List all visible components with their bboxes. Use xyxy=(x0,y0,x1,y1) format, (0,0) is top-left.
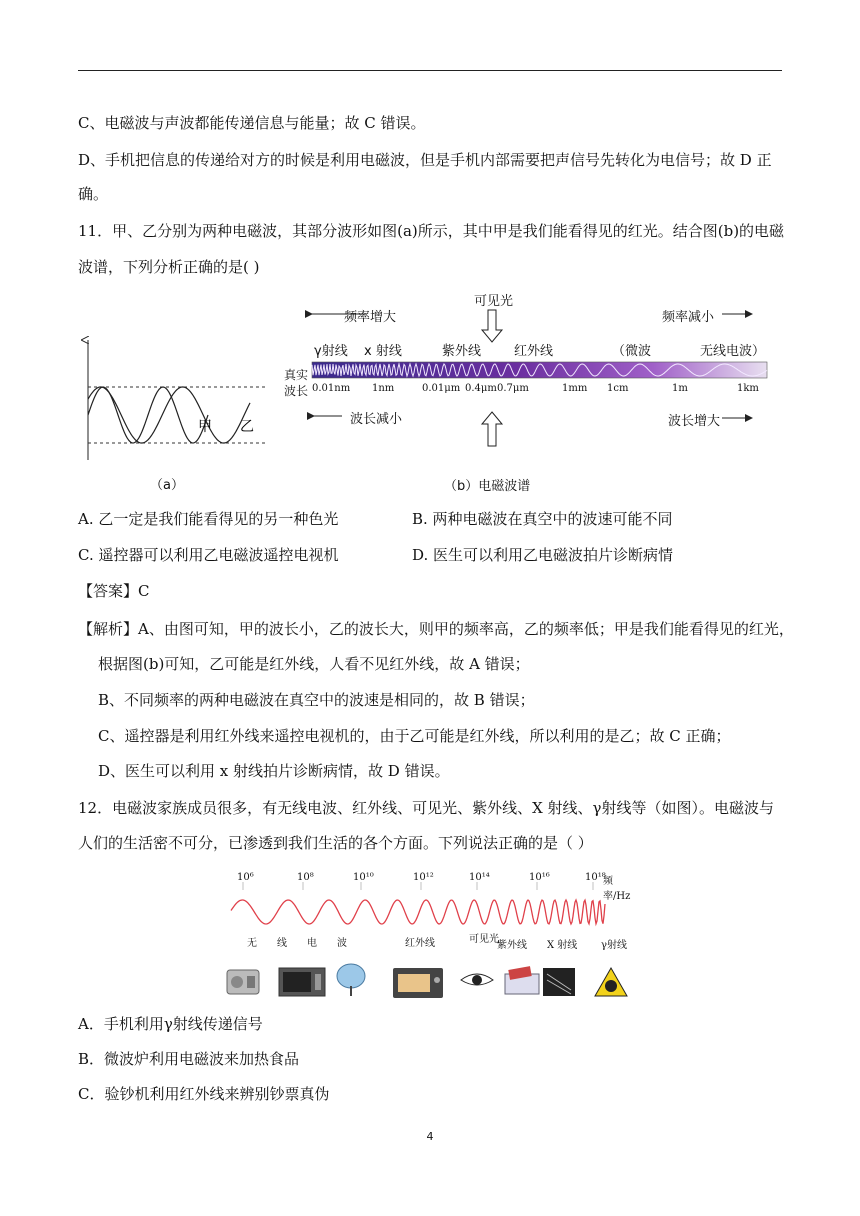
text-line: D、手机把信息的传递给对方的时候是利用电磁波，但是手机内部需要把声信号先转化为电信号；故 D 正 xyxy=(78,151,772,169)
band-label: 可见光 xyxy=(469,934,499,945)
freq-label: 10¹⁴ xyxy=(469,872,490,883)
band-label: X 射线 xyxy=(547,940,578,951)
band-ir: 红外线 xyxy=(514,344,554,359)
analysis-line: 【解析】A、由图可知，甲的波长小，乙的波长大，则甲的频率高，乙的频率低；甲是我们能看得见的红光， xyxy=(78,620,794,638)
option-a: A. 乙一定是我们能看得见的另一种色光 xyxy=(78,510,339,528)
label-jia: 甲 xyxy=(198,419,212,435)
freq-increase-label: 频率增大 xyxy=(344,310,397,325)
band-label: 紫外线 xyxy=(497,940,527,951)
band-xray: x 射线 xyxy=(364,344,402,359)
banknote-detector-icon xyxy=(505,966,539,994)
band-label: 波 xyxy=(337,938,347,949)
true-wavelength-label-2: 波长 xyxy=(284,384,309,398)
wl-increase-label: 波长增大 xyxy=(668,414,721,429)
tick-label: 0.01nm xyxy=(312,383,351,394)
tick-label: 0.01μm xyxy=(422,383,461,394)
tick-label: 0.7μm xyxy=(497,383,529,394)
figure-b-caption: （b）电磁波谱 xyxy=(444,479,531,494)
figure-a-waves xyxy=(78,335,278,465)
band-label: 红外线 xyxy=(405,938,435,949)
microwave-icon xyxy=(279,968,325,996)
question-12-stem: 12．电磁波家族成员很多，有无线电波、红外线、可见光、紫外线、X 射线、γ射线等（如图）。电磁波与 xyxy=(78,799,775,817)
analysis-line: D、医生可以利用 x 射线拍片诊断病情，故 D 错误。 xyxy=(98,762,450,780)
tick-label: 1km xyxy=(737,383,759,394)
option-d: D. 医生可以利用乙电磁波拍片诊断病情 xyxy=(412,546,674,564)
wave-jia xyxy=(88,387,208,443)
frequency-wave xyxy=(231,900,605,924)
freq-label: 10¹⁸ xyxy=(585,872,606,883)
page-number: 4 xyxy=(426,1130,434,1143)
band-gamma: γ射线 xyxy=(314,344,348,359)
freq-label: 10⁸ xyxy=(297,872,314,883)
text-line: C、电磁波与声波都能传递信息与能量；故 C 错误。 xyxy=(78,114,426,132)
option-c: C. 遥控器可以利用乙电磁波遥控电视机 xyxy=(78,546,339,564)
freq-label: 10¹⁶ xyxy=(529,872,550,883)
xray-film-icon xyxy=(543,968,575,996)
visible-light-label: 可见光 xyxy=(474,294,514,309)
answer: 【答案】C xyxy=(78,582,150,600)
band-radio: 无线电波） xyxy=(700,344,766,359)
visible-light-arrow-up xyxy=(482,412,502,446)
band-label: 线 xyxy=(277,938,287,949)
band-label: 无 xyxy=(247,938,257,949)
tick-label: 1cm xyxy=(607,383,629,394)
frequency-tick-marks xyxy=(243,882,593,890)
analysis-line: 根据图(b)可知，乙可能是红外线，人看不见红外线，故 A 错误； xyxy=(98,655,530,673)
band-label: γ射线 xyxy=(601,940,627,951)
figure-a-caption: （a） xyxy=(150,478,184,493)
analysis-line: B、不同频率的两种电磁波在真空中的波速是相同的，故 B 错误； xyxy=(98,691,535,709)
figure-12-spectrum xyxy=(225,868,635,1000)
radiation-icon xyxy=(595,968,627,996)
wl-decrease-label: 波长减小 xyxy=(350,412,403,427)
figure-b-spectrum xyxy=(282,290,772,494)
question-11-stem: 波谱，下列分析正确的是( ) xyxy=(78,258,260,276)
label-yi: 乙 xyxy=(240,419,254,435)
band-uv: 紫外线 xyxy=(442,344,482,359)
freq-label: 10¹⁰ xyxy=(353,872,374,883)
tick-label: 0.4μm xyxy=(465,383,497,394)
radio-icon xyxy=(227,970,259,994)
true-wavelength-label-1: 真实 xyxy=(284,368,309,382)
freq-label: 10¹² xyxy=(413,872,434,883)
q12-option-c: C．验钞机利用红外线来辨别钞票真伪 xyxy=(78,1085,330,1103)
question-12-stem: 人们的生活密不可分，已渗透到我们生活的各个方面。下列说法正确的是（ ） xyxy=(78,834,593,852)
option-b: B. 两种电磁波在真空中的波速可能不同 xyxy=(412,510,673,528)
band-microwave: （微波 xyxy=(612,344,652,359)
analysis-line: C、遥控器是利用红外线来遥控电视机的，由于乙可能是红外线，所以利用的是乙；故 C 正确； xyxy=(98,727,731,745)
freq-unit-label: 频率/Hz xyxy=(603,876,631,902)
visible-light-arrow-down xyxy=(482,310,502,342)
wave-yi xyxy=(88,387,250,443)
freq-label: 10⁶ xyxy=(237,872,254,883)
q12-option-b: B．微波炉利用电磁波来加热食品 xyxy=(78,1050,300,1068)
tick-label: 1mm xyxy=(562,383,588,394)
satellite-dish-icon xyxy=(337,964,365,996)
toaster-oven-icon xyxy=(393,968,443,998)
question-11-stem: 11．甲、乙分别为两种电磁波，其部分波形如图(a)所示，其中甲是我们能看得见的红光。结合图(b)的电磁 xyxy=(78,222,785,240)
band-label: 电 xyxy=(307,938,317,949)
freq-decrease-label: 频率减小 xyxy=(662,310,715,325)
header-rule xyxy=(78,70,782,71)
tick-label: 1m xyxy=(672,383,688,394)
eye-icon xyxy=(461,974,493,985)
q12-option-a: A．手机利用γ射线传递信号 xyxy=(78,1015,263,1033)
text-line: 确。 xyxy=(78,185,109,203)
tick-label: 1nm xyxy=(372,383,395,394)
